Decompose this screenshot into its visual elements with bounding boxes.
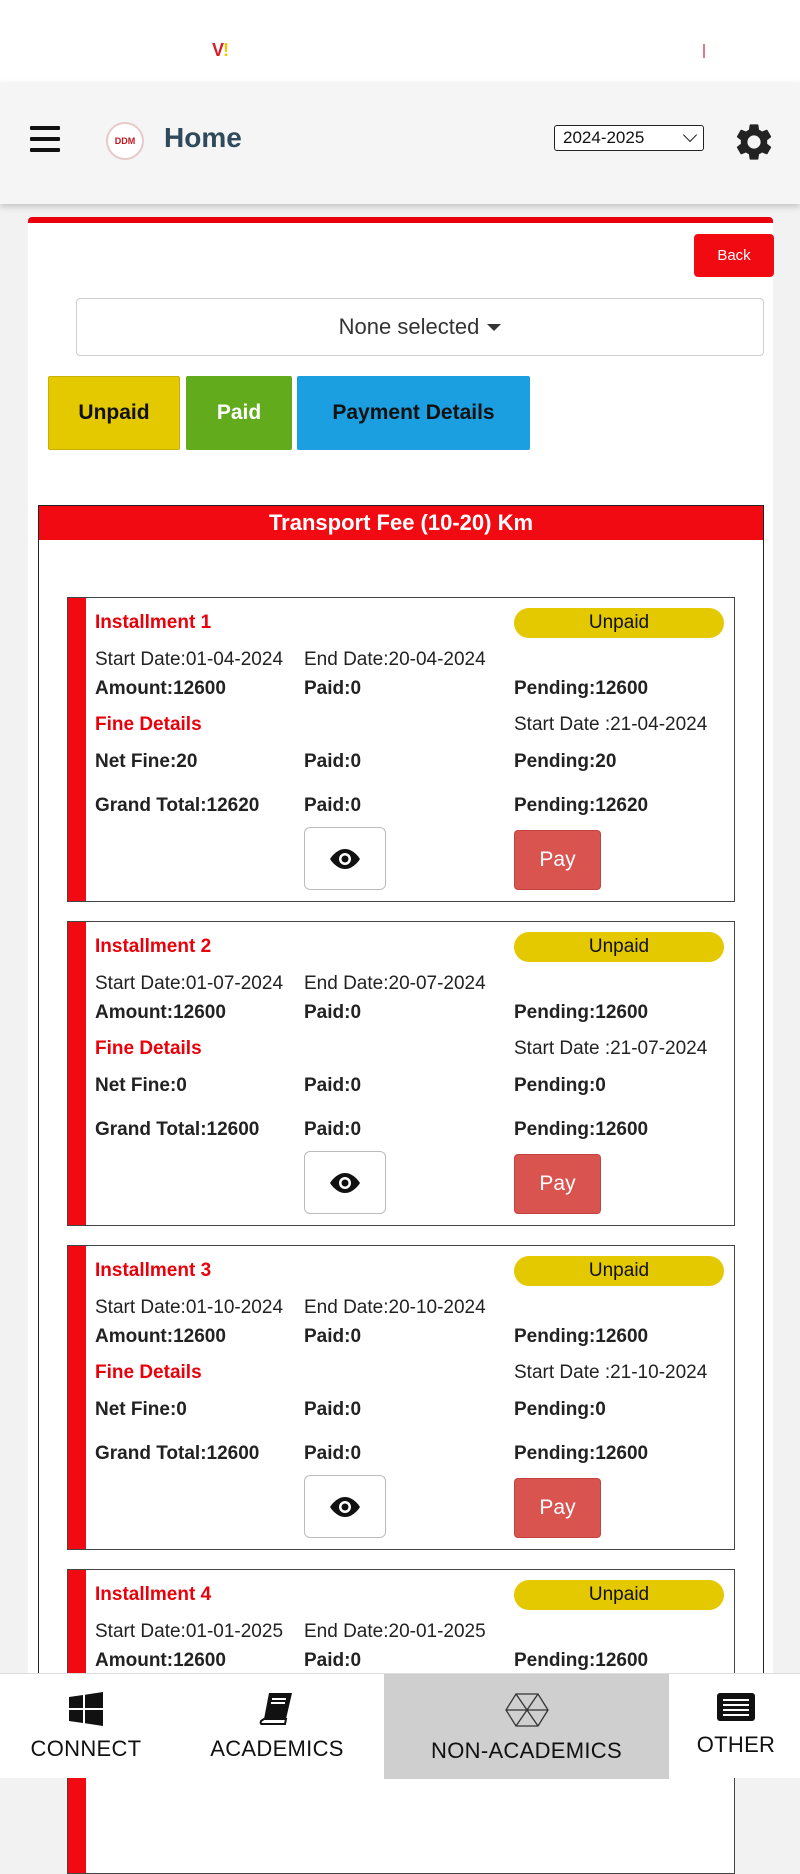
eye-icon: [327, 847, 363, 871]
caret-down-icon: [487, 324, 501, 331]
nav-academics-label: ACADEMICS: [210, 1736, 344, 1761]
tab-payment-details[interactable]: Payment Details: [297, 376, 530, 450]
grand-total: Grand Total:12600: [95, 1119, 260, 1140]
status-bar: [0, 0, 800, 82]
grand-total: Grand Total:12600: [95, 1443, 260, 1464]
polyhedron-icon: [505, 1692, 549, 1728]
installment-title: Installment 3: [95, 1260, 212, 1281]
pending-amount: Pending:12600: [514, 678, 649, 699]
nav-other[interactable]: [680, 1674, 792, 1779]
installment-title: Installment 2: [95, 936, 212, 957]
book-icon: [259, 1692, 295, 1726]
nav-other-label: OTHER: [696, 1732, 776, 1757]
end-date: End Date:20-07-2024: [304, 973, 486, 994]
fee-section-title: Transport Fee (10-20) Km: [39, 506, 763, 540]
school-logo: DDM: [106, 122, 144, 160]
end-date: End Date:20-04-2024: [304, 649, 486, 670]
fine-pending: Pending:20: [514, 751, 617, 772]
status-indicator: [703, 44, 705, 58]
academic-year-select[interactable]: [554, 125, 704, 151]
net-fine: Net Fine:20: [95, 751, 198, 772]
amount: Amount:12600: [95, 1650, 226, 1671]
nav-academics[interactable]: [196, 1674, 358, 1779]
nav-connect-label: CONNECT: [30, 1736, 142, 1761]
pay-button[interactable]: Pay: [514, 1478, 601, 1538]
student-multiselect[interactable]: [76, 298, 764, 356]
fine-details-label: Fine Details: [95, 714, 202, 735]
amount: Amount:12600: [95, 1002, 226, 1023]
net-fine: Net Fine:0: [95, 1399, 187, 1420]
fine-start-date: Start Date :21-10-2024: [514, 1362, 708, 1383]
fine-pending: Pending:0: [514, 1075, 606, 1096]
grand-pending: Pending:12600: [514, 1443, 649, 1464]
gear-icon[interactable]: [732, 120, 776, 164]
installment-title: Installment 1: [95, 612, 212, 633]
status-badge: Unpaid: [514, 608, 724, 638]
pending-amount: Pending:12600: [514, 1650, 649, 1671]
fine-details-label: Fine Details: [95, 1362, 202, 1383]
eye-icon: [327, 1171, 363, 1195]
fine-pending: Pending:0: [514, 1399, 606, 1420]
tab-unpaid[interactable]: Unpaid: [48, 376, 180, 450]
carrier-logo: V!: [212, 40, 229, 60]
grand-paid: Paid:0: [304, 795, 362, 816]
net-fine: Net Fine:0: [95, 1075, 187, 1096]
page-title: Home: [164, 122, 242, 153]
fine-paid: Paid:0: [304, 1075, 362, 1096]
fine-paid: Paid:0: [304, 1399, 362, 1420]
eye-icon: [327, 1495, 363, 1519]
tab-paid[interactable]: Paid: [186, 376, 292, 450]
fine-paid: Paid:0: [304, 751, 362, 772]
card-accent-bar: [68, 1246, 86, 1549]
fine-start-date: Start Date :21-04-2024: [514, 714, 708, 735]
end-date: End Date:20-01-2025: [304, 1621, 486, 1642]
paid-amount: Paid:0: [304, 678, 362, 699]
pending-amount: Pending:12600: [514, 1002, 649, 1023]
card-accent-bar: [68, 922, 86, 1225]
paid-amount: Paid:0: [304, 1650, 362, 1671]
installment-card: [67, 597, 735, 902]
grand-pending: Pending:12620: [514, 795, 649, 816]
pay-button[interactable]: Pay: [514, 830, 601, 890]
view-details-button[interactable]: [304, 1151, 386, 1214]
grand-paid: Paid:0: [304, 1119, 362, 1140]
view-details-button[interactable]: [304, 827, 386, 890]
status-badge: Unpaid: [514, 1580, 724, 1610]
paid-amount: Paid:0: [304, 1002, 362, 1023]
nav-non-academics[interactable]: [384, 1674, 669, 1779]
installment-card: [67, 921, 735, 1226]
nav-connect[interactable]: [0, 1674, 172, 1779]
start-date: Start Date:01-10-2024: [95, 1297, 284, 1318]
start-date: Start Date:01-01-2025: [95, 1621, 284, 1642]
fine-details-label: Fine Details: [95, 1038, 202, 1059]
amount: Amount:12600: [95, 1326, 226, 1347]
pay-button[interactable]: Pay: [514, 1154, 601, 1214]
amount: Amount:12600: [95, 678, 226, 699]
nav-non-academics-label: NON-ACADEMICS: [431, 1738, 622, 1763]
bottom-navigation: [0, 1673, 800, 1778]
start-date: Start Date:01-07-2024: [95, 973, 284, 994]
newspaper-icon: [716, 1692, 756, 1722]
chevron-down-icon: [683, 128, 697, 142]
grand-pending: Pending:12600: [514, 1119, 649, 1140]
fine-start-date: Start Date :21-07-2024: [514, 1038, 708, 1059]
view-details-button[interactable]: [304, 1475, 386, 1538]
installment-card: [67, 1245, 735, 1550]
back-button[interactable]: Back: [694, 234, 774, 277]
installment-title: Installment 4: [95, 1584, 212, 1605]
grand-paid: Paid:0: [304, 1443, 362, 1464]
end-date: End Date:20-10-2024: [304, 1297, 486, 1318]
status-badge: Unpaid: [514, 932, 724, 962]
card-accent-bar: [68, 598, 86, 901]
paid-amount: Paid:0: [304, 1326, 362, 1347]
start-date: Start Date:01-04-2024: [95, 649, 284, 670]
pending-amount: Pending:12600: [514, 1326, 649, 1347]
multiselect-value: None selected: [338, 314, 480, 339]
windows-icon: [68, 1692, 104, 1726]
hamburger-menu-icon[interactable]: [30, 126, 60, 152]
academic-year-value: 2024-2025: [563, 128, 645, 147]
status-badge: Unpaid: [514, 1256, 724, 1286]
grand-total: Grand Total:12620: [95, 795, 260, 816]
